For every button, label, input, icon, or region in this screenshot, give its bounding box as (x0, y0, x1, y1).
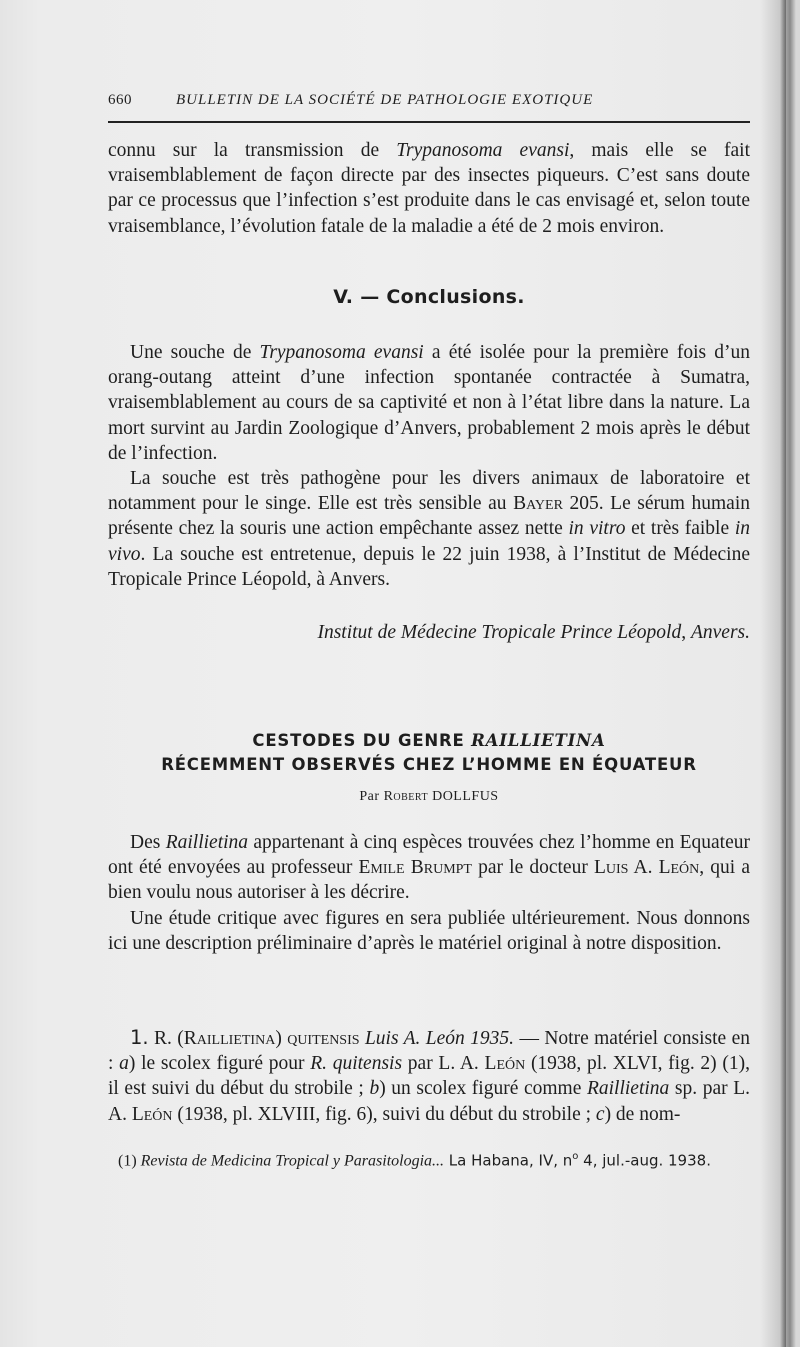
header-rule (108, 121, 750, 123)
intro-paragraph-1: Des Raillietina appartenant à cinq espèces trouvées chez l’homme en Equateur ont été envoyées au professeur Emile Brumpt par le docteur Luis A. León, qui a bien voulu nous autoriser à les décrire. (108, 832, 750, 904)
species-description: 1. R. (Raillietina) quitensis Luis A. León 1935. — Notre matériel consiste en : a) le scolex figuré pour R. quitensis par L. A. León (1938, pl. XLVI, fig. 2) (1), il est suivi du début du strobile ; b) un scolex figuré comme Raillietina sp. par L. A. León (1938, pl. XLVIII, fig. 6), suivi du début du strobile ; c) de nom- (108, 1026, 751, 1125)
article-byline: Par Robert DOLLFUS (359, 789, 499, 804)
intro-paragraph-2: Une étude critique avec figures en sera publiée ultérieurement. Nous donnons ici une description préliminaire d’après le matériel original à notre disposition. (108, 907, 750, 954)
article-title-line-2: RÉCEMMENT OBSERVÉS CHEZ L’HOMME EN ÉQUATEUR (161, 755, 697, 774)
section-heading: V. — Conclusions. (333, 286, 525, 308)
conclusions-body (108, 340, 750, 592)
footnote: (1) Revista de Medicina Tropical y Parasitologia... La Habana, IV, n$^o$ 4, jul.-aug. 1938. (118, 1151, 711, 1170)
article-intro (108, 830, 750, 956)
page-number: 660 (108, 92, 132, 108)
page-header (108, 92, 750, 116)
page-edge-shadow (780, 0, 786, 1347)
conclusions-paragraph-2: La souche est très pathogène pour les divers animaux de laboratoire et notamment pour le singe. Elle est très sensible au Bayer 205. Le sérum humain présente chez la souris une action empêchante assez nette in vitro et très faible in vivo. La souche est entretenue, depuis le 22 juin 1938, à l’Institut de Médecine Tropicale Prince Léopold, à Anvers. (108, 468, 750, 590)
article-title-line-1: CESTODES DU GENRE RAILLIETINA (252, 731, 606, 750)
running-title: BULLETIN DE LA SOCIÉTÉ DE PATHOLOGIE EXOTIQUE (176, 92, 594, 108)
conclusions-paragraph-1: Une souche de Trypanosoma evansi a été isolée pour la première fois d’un orang-outang atteint d’une infection spontanée contractée à Sumatra, vraisemblablement au cours de sa captivité et non à l’état libre dans la nature. La mort survint au Jardin Zoologique d’Anvers, probablement 2 mois après le début de l’infection. (108, 342, 751, 464)
continued-paragraph: connu sur la transmission de Trypanosoma evansi, mais elle se fait vraisemblablement de façon directe par des insectes piqueurs. C’est sans doute par ce processus que l’infection s’est produite dans le cas envisagé et, selon toute vraisemblance, l’évolution fatale de la maladie a été de 2 mois environ. (108, 140, 750, 237)
affiliation-signature: Institut de Médecine Tropicale Prince Léopold, Anvers. (317, 622, 750, 643)
